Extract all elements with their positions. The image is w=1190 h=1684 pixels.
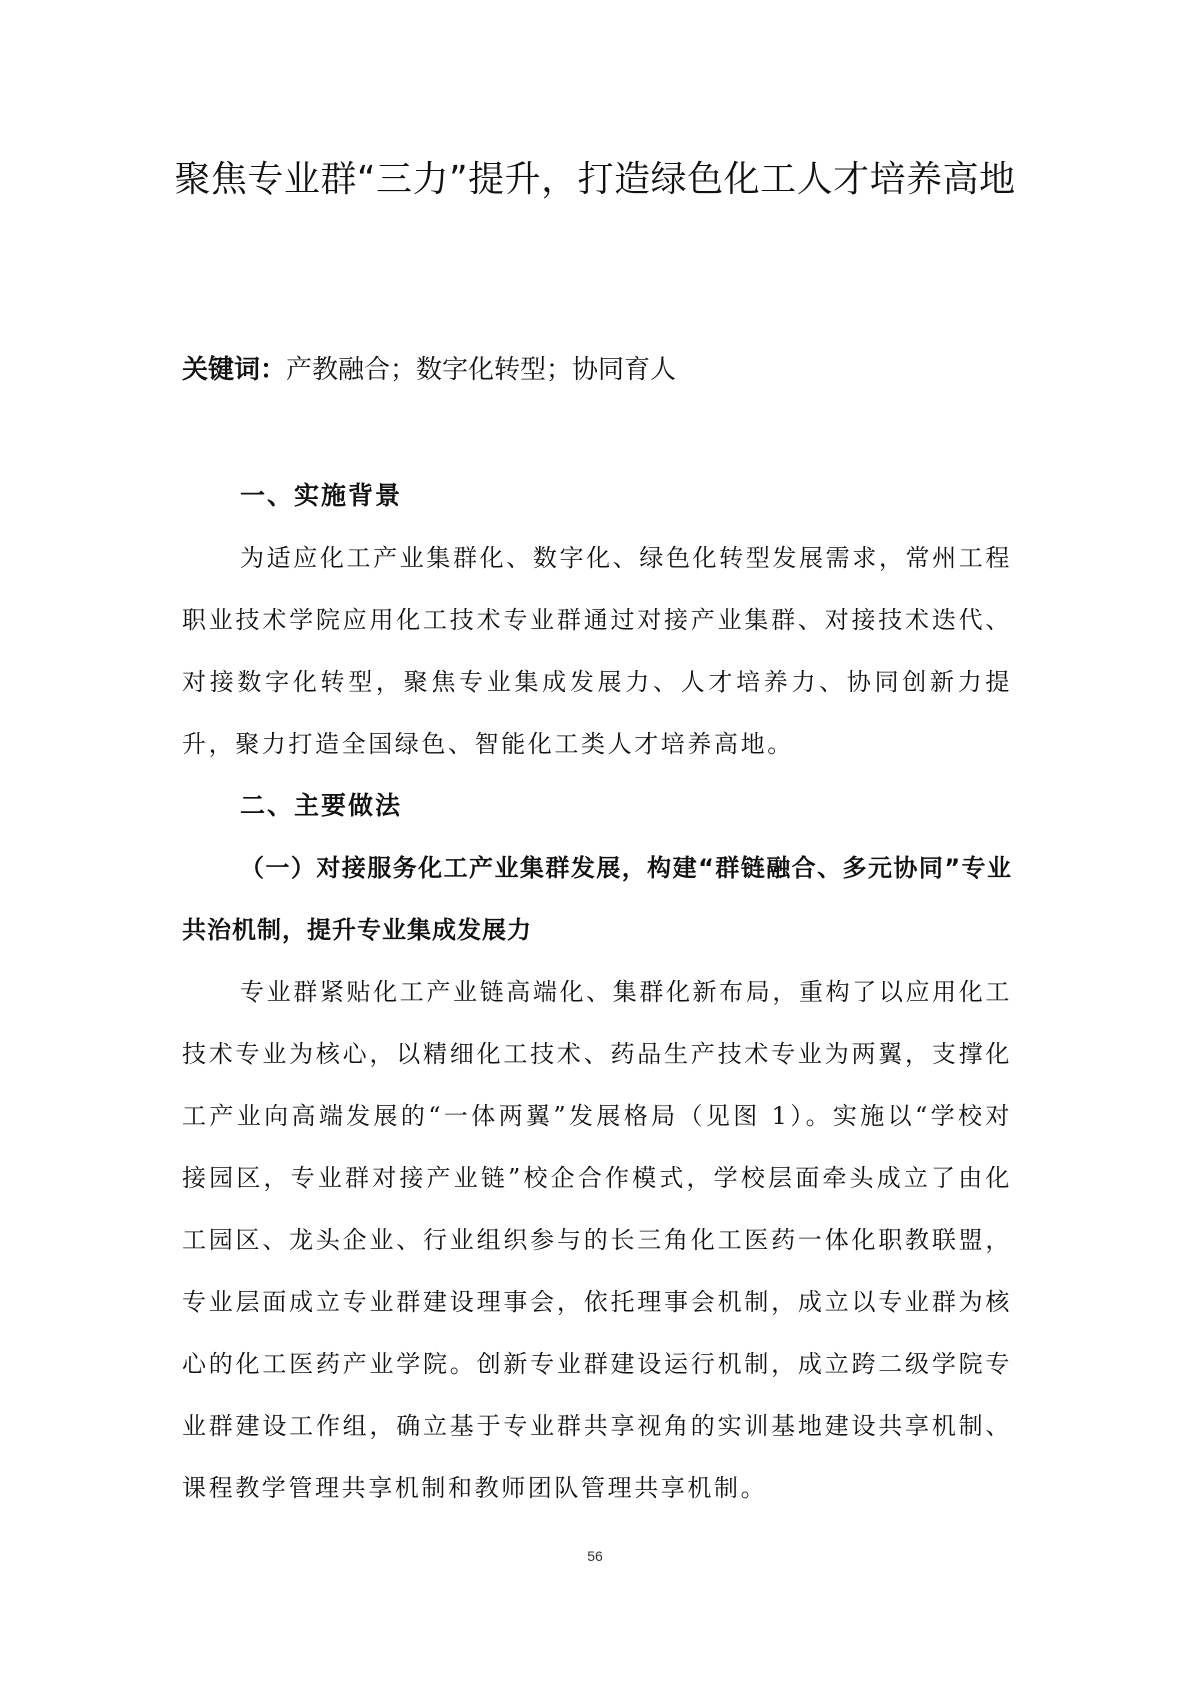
page-number: 56 xyxy=(587,1548,603,1564)
section-heading-background: 一、实施背景 xyxy=(240,481,403,510)
practices-paragraph: 专业群紧贴化工产业链高端化、集群化新布局，重构了以应用化工技术专业为核心，以精细化工技术、药品生产技术专业为两翼，支撑化工产业向高端发展的“一体两翼”发展格局（见图 1）。实施以“学校对接园区，专业群对接产业链”校企合作模式，学校层面牵头成立了由化工园区、龙头企业、行业组织参与的长三角化工医药一体化职教联盟，专业层面成立专业群建设理事会，依托理事会机制，成立以专业群为核心的化工医药产业学院。创新专业群建设运行机制，成立跨二级学院专业群建设工作组，确立基于专业群共享视角的实训基地建设共享机制、课程教学管理共享机制和教师团队管理共享机制。 xyxy=(182,978,1012,1502)
background-paragraph: 为适应化工产业集群化、数字化、绿色化转型发展需求，常州工程职业技术学院应用化工技术专业群通过对接产业集群、对接技术迭代、对接数字化转型，聚焦专业集成发展力、人才培养力、协同创新力提升，聚力打造全国绿色、智能化工类人才培养高地。 xyxy=(182,544,1012,758)
keywords-text: 产教融合；数字化转型；协同育人 xyxy=(286,355,677,385)
subsection-heading-1: （一）对接服务化工产业集群发展，构建“群链融合、多元协同”专业共治机制，提升专业集成发展力 xyxy=(182,854,1012,944)
document-body xyxy=(182,465,1012,1519)
keywords-line xyxy=(182,350,676,390)
keywords-label: 关键词： xyxy=(182,355,287,385)
section-heading-practices: 二、主要做法 xyxy=(240,791,403,820)
document-title: 聚焦专业群“三力”提升，打造绿色化工人才培养高地 xyxy=(174,159,1016,200)
